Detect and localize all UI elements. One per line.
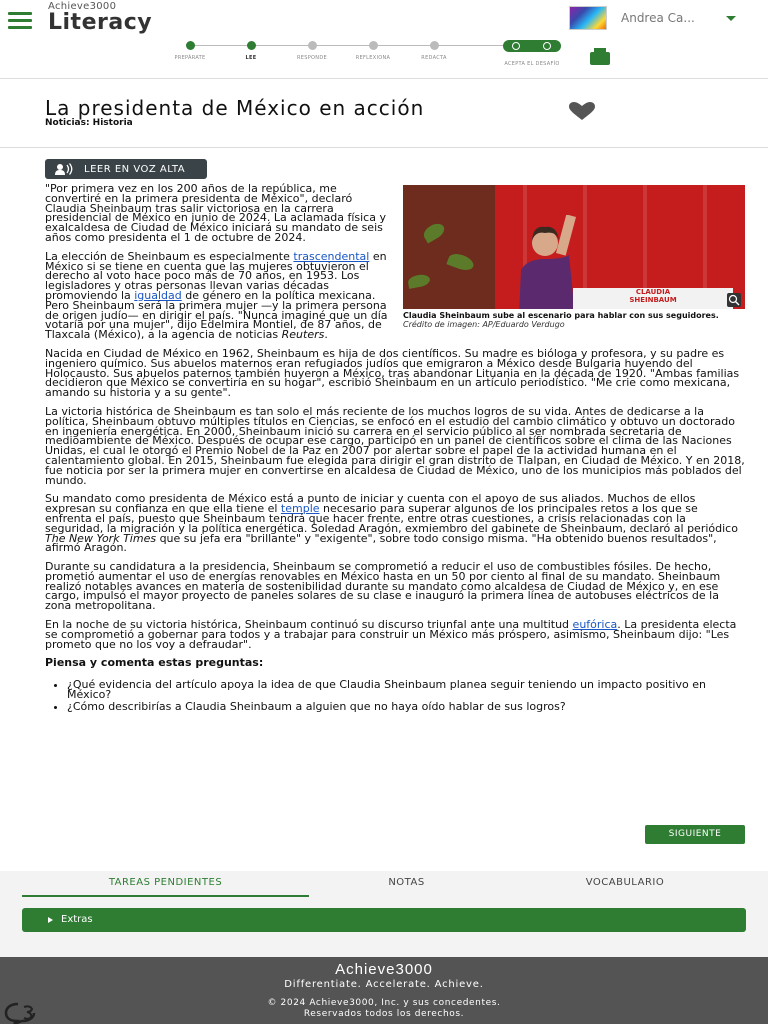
article-body [45, 184, 745, 714]
footer-tagline: Differentiate. Accelerate. Achieve. [284, 979, 484, 990]
photo-credit: Crédito de imagen: AP/Eduardo Verdugo [403, 320, 565, 329]
step-dot-preparate[interactable] [186, 41, 195, 50]
step-dot-lee[interactable] [247, 41, 256, 50]
paragraph-4: La victoria histórica de Sheinbaum es tan solo el más reciente de los muchos logros de su vida. Antes de dedicarse a la política, Sheinbaum obtuvo múltiples títulos en Ciencias, se enfocó en el estudio del cambio climático y obtuvo un doctorado en ingeniería energética. En 2000, Sheinbaum inició su carrera en el servicio público al ser nombrada secretaria de medioambiente de México. Después de ocupar ese cargo, participó en un panel de científicos sobre el clima de las Naciones Unidas, el cual le otorgó el Premio Nobel de la Paz en 2007 por alertar sobre el papel de la actividad humana en el calentamiento global. En 2015, Sheinbaum fue elegida para dirigir el gran distrito de Tlalpan, en Ciudad de México. Y en 2018, fue noticia por ser la primera mujer en convertirse en alcaldesa de Ciudad de México, uno de los municipios más poblados del mundo. [45, 404, 745, 487]
podium-text-2: SHEINBAUM [629, 296, 677, 304]
article-category: Noticias: Historia [45, 118, 133, 128]
heart-icon[interactable] [567, 101, 597, 121]
photo-caption-text: Claudia Sheinbaum sube al escenario para hablar con sus seguidores. [403, 311, 719, 320]
questions-title: Piensa y comenta estas preguntas: [45, 656, 264, 670]
read-aloud-button[interactable] [45, 159, 207, 179]
step-dot-redacta[interactable] [430, 41, 439, 50]
step-label-responde: RESPONDE [297, 55, 327, 61]
question-item: • ¿Cómo describirías a Claudia Sheinbaum a alguien que no haya oído hablar de sus logros? [67, 702, 745, 712]
step-dot-reflexiona[interactable] [369, 41, 378, 50]
questions-list [45, 680, 745, 711]
paragraph-5: Su mandato como presidenta de México está a punto de iniciar y cuenta con el apoyo de sus aliados. Muchos de ellos expresan su confianza en que ella tiene el temple necesario para superar algunos de los principales retos a los que se enfrenta el país, puesto que Sheinbaum tendrá que hacer frente, entre otras cuestiones, a crisis relacionadas con la seguridad, la migración y la política energética. Soledad Aragón, exmiembro del gabinete de Sheinbaum, declaró al periódico The New York Times que su jefa era "brillante" y "exigente", sobre todo consigo misma. "Ha obtenido buenos resultados", afirmó Aragón. [45, 492, 738, 555]
footer-copyright-line: © 2024 Achieve3000, Inc. y sus concedentes. [267, 998, 501, 1008]
footer-copyright [0, 998, 768, 1020]
chevron-down-icon[interactable] [726, 16, 736, 21]
step-label-preparate: PREPÁRATE [174, 55, 206, 61]
footer-logo: Achieve3000 [335, 961, 433, 978]
user-name[interactable]: Andrea Ca... [621, 11, 695, 25]
zoom-icon[interactable] [727, 293, 741, 307]
read-aloud-label: LEER EN VOZ ALTA [84, 163, 186, 175]
tab-notas[interactable]: NOTAS [388, 877, 425, 888]
paragraph-6: Durante su candidatura a la presidencia, Sheinbaum se comprometió a reducir el uso de combustibles fósiles. De hecho, prometió aumentar el uso de energías renovables en México hasta en un 50 por ciento al final de su mandato. Sheinbaum realizó notables avances en materia de sostenibilidad durante su mandato como alcaldesa de Ciudad de México y, en ese cargo, impulsó el mayor proyecto de paneles solares de su clase e inauguró la primera línea de autobuses eléctricos de la zona metropolitana. [45, 560, 721, 613]
vocab-link-igualdad[interactable]: igualdad [134, 288, 182, 302]
photo-podium [573, 288, 733, 309]
step-label-redacta: REDACTA [421, 55, 447, 61]
step-label-reflexiona: REFLEXIONA [355, 55, 391, 61]
page-title: La presidenta de México en acción [45, 96, 425, 120]
next-button[interactable]: SIGUIENTE [645, 825, 745, 844]
article-photo[interactable] [403, 185, 745, 309]
avatar[interactable] [569, 6, 607, 30]
hamburger-menu-icon[interactable] [8, 12, 32, 30]
footer [0, 957, 768, 1024]
photo-plant [403, 185, 495, 309]
step-label-desafio: ACEPTA EL DESAFÍO [504, 61, 560, 67]
photo-caption [403, 311, 745, 329]
steps-track [190, 45, 530, 46]
tab-vocabulario[interactable]: VOCABULARIO [585, 877, 665, 888]
step-dot-responde[interactable] [308, 41, 317, 50]
chat-icon[interactable] [4, 1001, 40, 1024]
question-item: • ¿Qué evidencia del artículo apoya la idea de que Claudia Sheinbaum planea seguir teniendo un impacto positivo en México? [67, 680, 745, 700]
header-divider [0, 78, 768, 79]
footer-rights-line: Reservados todos los derechos. [303, 1009, 465, 1019]
paragraph-3: Nacida en Ciudad de México en 1962, Sheinbaum es hija de dos científicos. Su madre es bióloga y profesora, y su padre es ingeniero químico. Sus abuelos maternos eran refugiados judíos que emigraron a México desde Bulgaria huyendo del Holocausto. Sus abuelos paternos también huyeron a México, tras abandonar Lituania en la década de 1920. "Ambas familias decidieron que México se convertiría en su hogar", escribió Sheinbaum en un artículo periodístico. "Me crie como mexicana, amando su historia y a su gente". [45, 346, 740, 400]
vocab-link-temple[interactable]: temple [280, 502, 320, 516]
article-figure [403, 185, 745, 329]
brand-logo[interactable] [48, 2, 152, 34]
title-divider [0, 147, 768, 148]
paragraph-7: En la noche de su victoria histórica, Sheinbaum continuó su discurso triunfal ante una multitud eufórica. La presidenta electa se comprometió a gobernar para todos y a trabajar para construir un México más próspero, asimismo, Sheinbaum dijo: "Les prometo que no los voy a defraudar". [45, 618, 737, 651]
brand-big-text: Literacy [48, 10, 153, 35]
podium-text-1: CLAUDIA [635, 288, 671, 296]
tab-tareas-pendientes[interactable]: TAREAS PENDIENTES [22, 877, 309, 897]
paragraph-2: La elección de Sheinbaum es especialmente trascendental en México si se tiene en cuenta que las mujeres obtuvieron el derecho al voto hace poco más de 70 años, en 1953. Los legisladores y otras personas llevan varias décadas promoviendo la igualdad de género en la política mexicana. Pero Sheinbaum será la primera mujer —y la primera persona de origen judío— en dirigir el país. "Nunca imaginé que un día votaría por una mujer", dijo Edelmira Montiel, de 87 años, de Tlaxcala (México), a la agencia de noticias Reuters. [45, 249, 388, 342]
vocab-link-euforica[interactable]: eufórica [572, 618, 618, 632]
extras-label: Extras [61, 914, 93, 925]
challenge-toggle[interactable] [503, 40, 561, 52]
step-label-lee: LEE [245, 55, 257, 61]
paragraph-1: "Por primera vez en los 200 años de la república, me convertiré en la primera presidenta de México", declaró Claudia Sheinbaum tras salir victoriosa en la carrera presidencial de México en junio de 2024. La aclamada física y exalcaldesa de Ciudad de México iniciará su mandato de seis años como presidenta el 1 de octubre de 2024. [45, 182, 386, 244]
speaker-person-icon [54, 163, 74, 175]
brand-small-text: Achieve3000 [48, 1, 117, 12]
vocab-link-trascendental[interactable]: trascendental [293, 249, 370, 263]
printer-icon[interactable] [590, 52, 610, 65]
extras-accordion[interactable] [22, 908, 746, 932]
top-bar [0, 0, 768, 82]
